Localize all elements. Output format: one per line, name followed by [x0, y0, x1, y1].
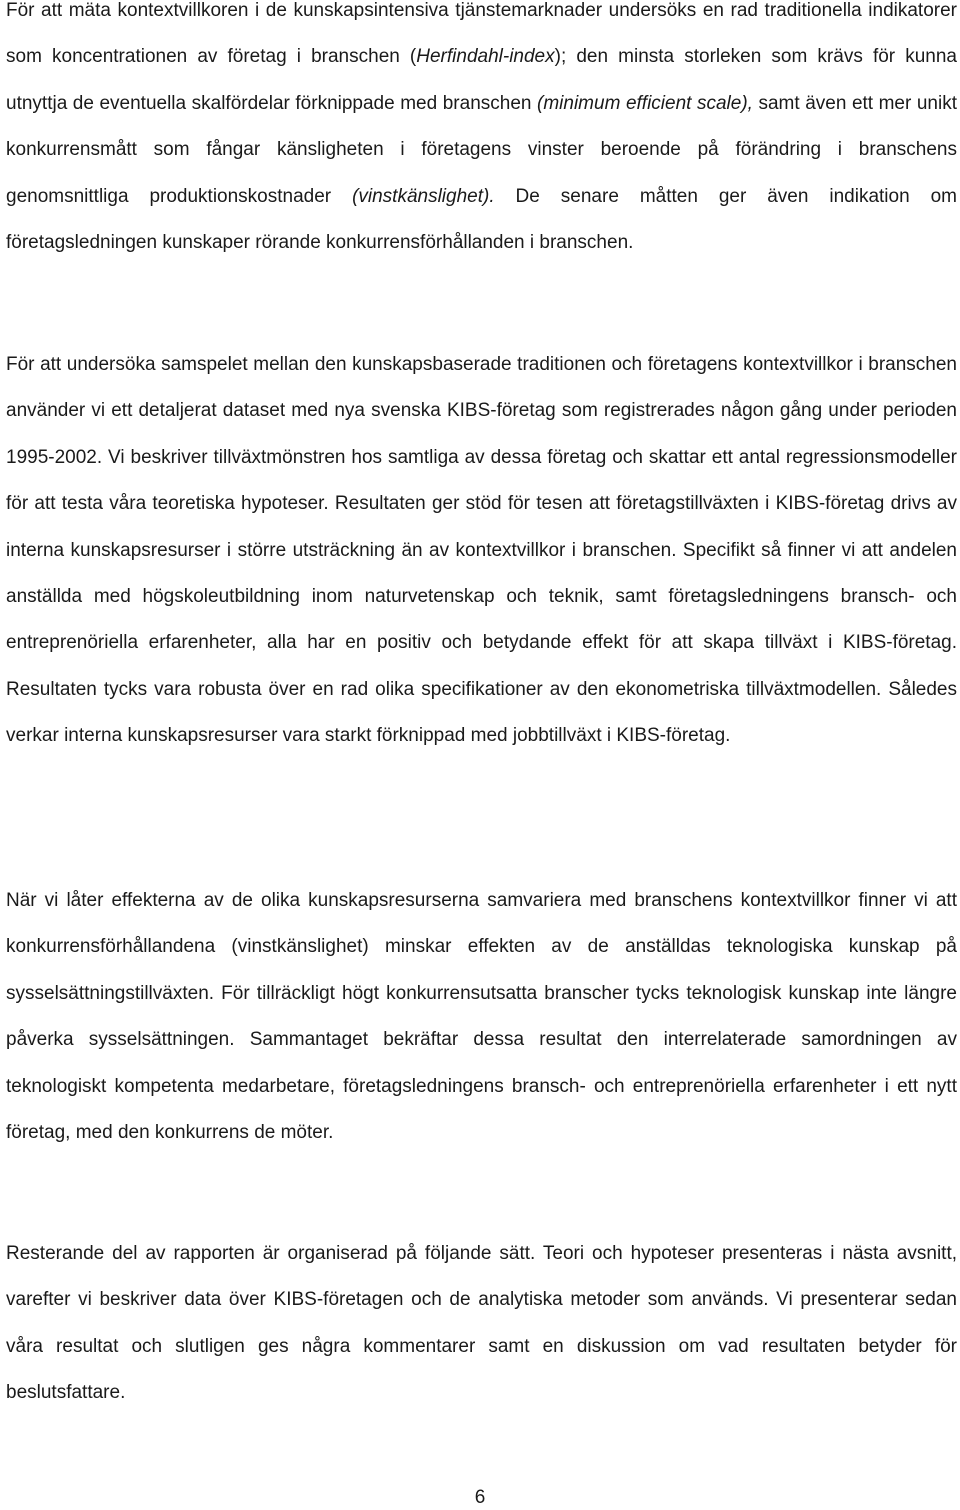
page-number: 6 [474, 1487, 486, 1508]
paragraph-1-term-mes: (minimum efficient scale), [537, 92, 753, 114]
paragraph-4-text: Resterande del av rapporten är organiserad på följande sätt. Teori och hypoteser presenteras i nästa avsnitt, varefter vi beskriver data över KIBS-företagen och de analytiska metoder som används. Vi presenterar sedan våra resultat och slutligen ges några kommentarer samt en diskussion om vad resultaten betyder för beslutsfattare. [6, 1243, 957, 1404]
paragraph-1-text-4: De senare måtten ger även indikation om företagsledningen kunskaper rörande konkurrensförhållanden i branschen. [6, 185, 957, 254]
paragraph-3 [6, 878, 957, 1156]
document-page [6, 0, 957, 1509]
paragraph-2-text: För att undersöka samspelet mellan den kunskapsbaserade traditionen och företagens kontextvillkor i branschen använder vi ett detaljerat dataset med nya svenska KIBS-företag som registrerades någon gång under perioden 1995-2002. Vi beskriver tillväxtmönstren hos samtliga av dessa företag och skattar ett antal regressionsmodeller för att testa våra teoretiska hypoteser. Resultaten ger stöd för tesen att företagstillväxten i KIBS-företag drivs av interna kunskapsresurser i större utsträckning än av kontextvillkor i branschen. Specifikt så finner vi att andelen anställda med högskoleutbildning inom naturvetenskap och teknik, samt företagsledningens bransch- och entreprenöriella erfarenheter, alla har en positiv och betydande effekt för att skapa tillväxt i KIBS-företag. Resultaten tycks vara robusta över en rad olika specifikationer av den ekonometriska tillväxtmodellen. Således verkar interna kunskapsresurser vara starkt förknippad med jobbtillväxt i KIBS-företag. [6, 354, 957, 747]
paragraph-4 [6, 1231, 957, 1417]
paragraph-3-text: När vi låter effekterna av de olika kunskapsresurserna samvariera med branschens kontextvillkor finner vi att konkurrensförhållandena (vinstkänslighet) minskar effekten av de anställdas teknologiska kunskap på sysselsättningstillväxten. För tillräckligt högt konkurrensutsatta branscher tycks teknologisk kunskap inte längre påverka sysselsättningen. Sammantaget bekräftar dessa resultat den interrelaterade samordningen av teknologiskt kompetenta medarbetare, företagsledningens bransch- och entreprenöriella erfarenheter i ett nytt företag, med den konkurrens de möter. [6, 890, 957, 1144]
paragraph-1-text-1: För att mäta kontextvillkoren i de kunskapsintensiva tjänstemarknader undersöks en rad traditionella indikatorer som koncentrationen av företag i branschen ( [6, 0, 957, 68]
paragraph-1 [6, 0, 957, 266]
paragraph-1-text-3: samt även ett mer unikt konkurrensmått som fångar känsligheten i företagens vinster beroende på förändring i branschens genomsnittliga produktionskostnader [6, 92, 958, 207]
paragraph-1-term-herfindahl: Herfindahl-index [416, 46, 555, 68]
paragraph-1-term-vinstkanslighet: (vinstkänslighet). [352, 185, 495, 207]
paragraph-1-text-2: ); den minsta storleken som krävs för kunna utnyttja de eventuella skalfördelar förknippade med branschen [6, 46, 957, 114]
paragraph-2 [6, 342, 957, 760]
